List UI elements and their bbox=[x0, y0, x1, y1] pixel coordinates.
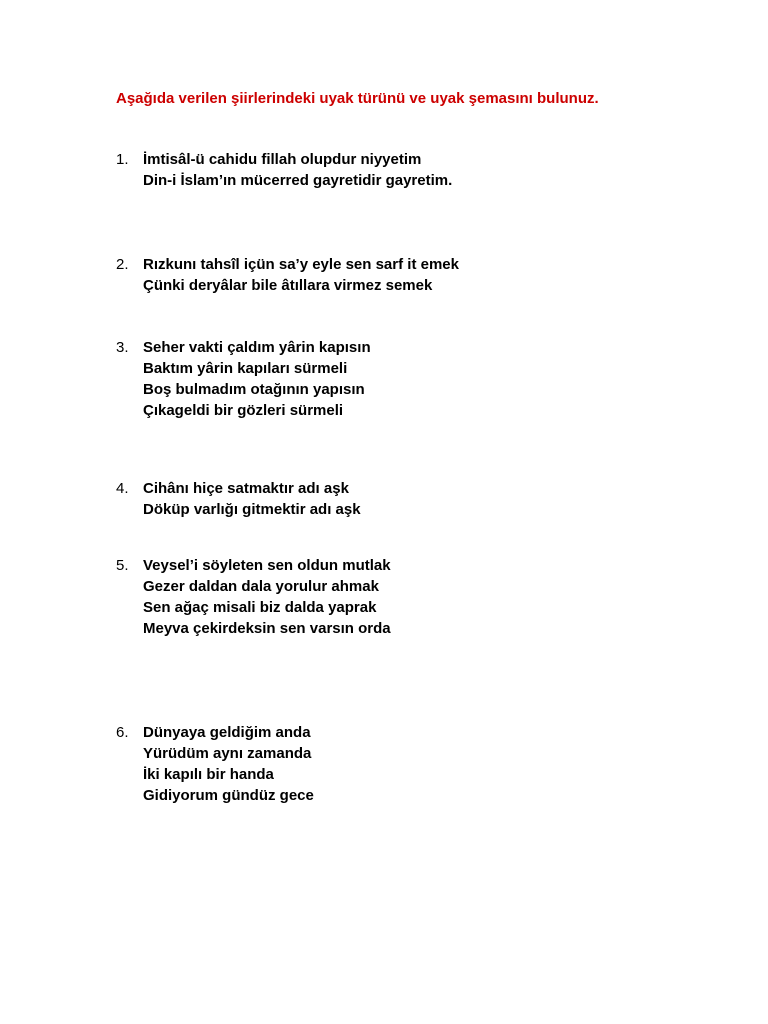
poem-line: Seher vakti çaldım yârin kapısın bbox=[143, 339, 371, 356]
item-number: 6. bbox=[116, 724, 129, 741]
poem-lines bbox=[143, 337, 371, 421]
poem-line: Meyva çekirdeksin sen varsın orda bbox=[143, 620, 391, 637]
poem-line: Döküp varlığı gitmektir adı aşk bbox=[143, 501, 361, 518]
poem-line: Çünki deryâlar bile âtıllara virmez semek bbox=[143, 277, 433, 294]
item-number: 1. bbox=[116, 151, 129, 168]
item-number: 5. bbox=[116, 557, 129, 574]
poem-line: Din-i İslam’ın mücerred gayretidir gayretim. bbox=[143, 172, 453, 189]
poem-line: Yürüdüm aynı zamanda bbox=[143, 745, 312, 762]
item-number: 3. bbox=[116, 339, 129, 356]
item-number: 4. bbox=[116, 480, 129, 497]
poem-line: Çıkageldi bir gözleri sürmeli bbox=[143, 402, 344, 419]
poem-lines bbox=[143, 555, 391, 639]
poem-line: Dünyaya geldiğim anda bbox=[143, 724, 311, 741]
instruction-heading: Aşağıda verilen şiirlerindeki uyak türünü ve uyak şemasını bulunuz. bbox=[116, 90, 599, 107]
poem-line: Veysel’i söyleten sen oldun mutlak bbox=[143, 557, 391, 574]
poem-line: Sen ağaç misali biz dalda yaprak bbox=[143, 599, 377, 616]
poem-line: İmtisâl-ü cahidu fillah olupdur niyyetim bbox=[143, 151, 422, 168]
poem-line: Cihânı hiçe satmaktır adı aşk bbox=[143, 480, 349, 497]
poem-line: Gidiyorum gündüz gece bbox=[143, 787, 314, 804]
poem-line: Rızkunı tahsîl içün sa’y eyle sen sarf it emek bbox=[143, 256, 459, 273]
item-number: 2. bbox=[116, 256, 129, 273]
poem-lines bbox=[143, 722, 314, 806]
poem-line: Gezer daldan dala yorulur ahmak bbox=[143, 578, 379, 595]
poem-line: Baktım yârin kapıları sürmeli bbox=[143, 360, 348, 377]
poem-line: Boş bulmadım otağının yapısın bbox=[143, 381, 365, 398]
poem-line: İki kapılı bir handa bbox=[143, 766, 274, 783]
poem-lines bbox=[143, 254, 459, 296]
poem-lines bbox=[143, 149, 452, 191]
poem-lines bbox=[143, 478, 361, 520]
